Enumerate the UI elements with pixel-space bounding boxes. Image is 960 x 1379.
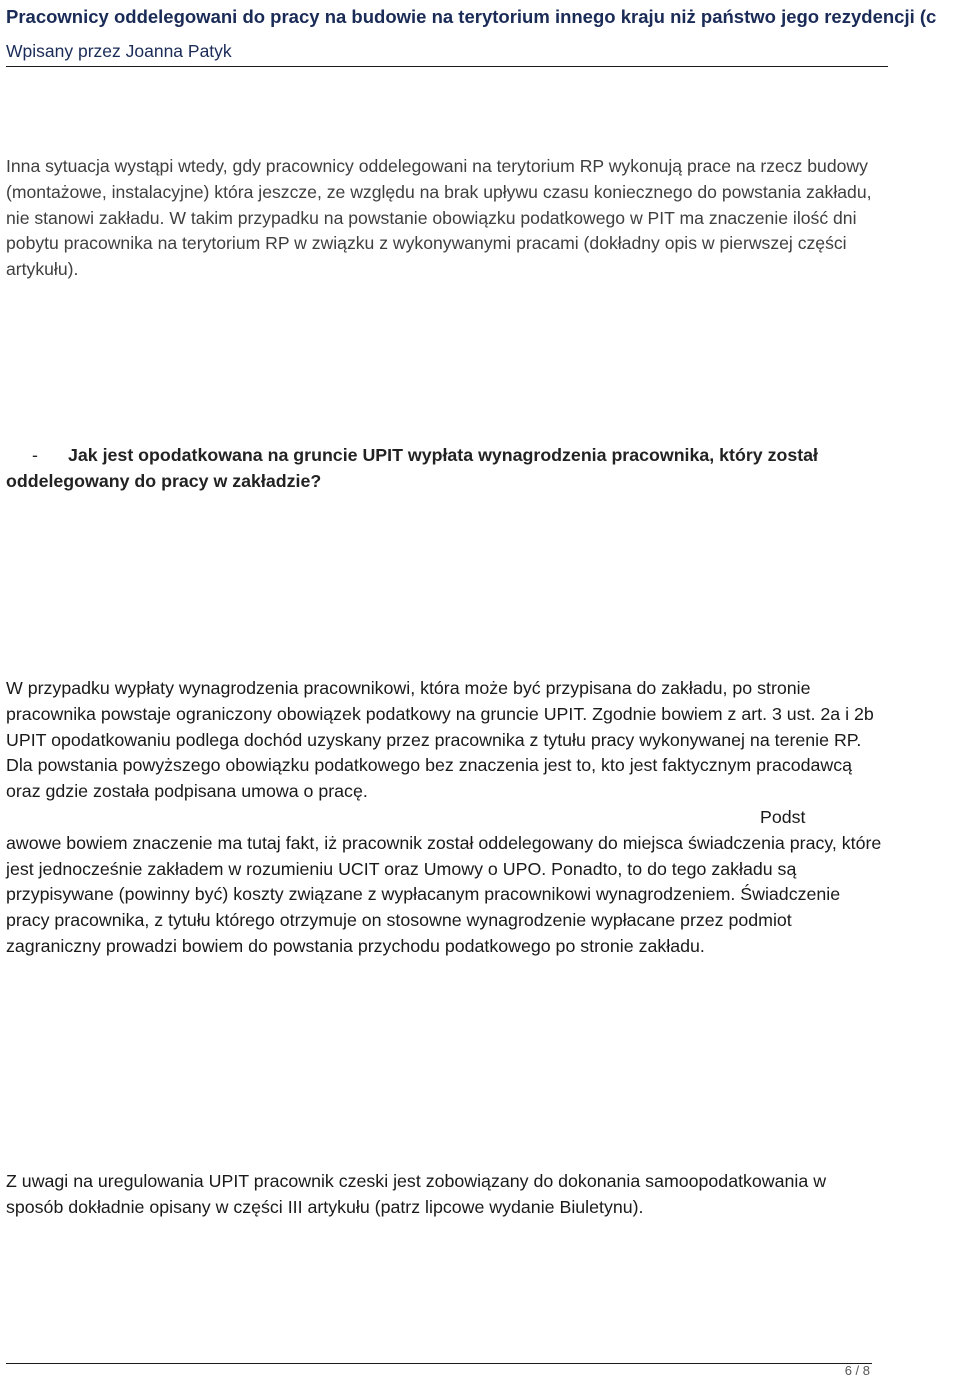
page-number: 6 / 8	[844, 1363, 870, 1378]
author-line: Wpisany przez Joanna Patyk	[6, 41, 232, 61]
paragraph-wage-taxation-part2: awowe bowiem znaczenie ma tutaj fakt, iż pracownik został oddelegowany do miejsca świadczenia pracy, które jest jednocześnie zakładem w rozumieniu UCIT oraz Umowy o UPO. Ponadto, to do tego zakładu są przypisywane (powinny być) koszty związane z wypłacanym pracownikowi wynagrodzeniem. Świadczenie pracy pracownika, z tytułu którego otrzymuje on stosowne wynagrodzenie wypłacane przez podmiot zagraniczny prowadzi bowiem do powstania przychodu podatkowego po stronie zakładu.	[6, 832, 882, 956]
question-text: Jak jest opodatkowana na gruncie UPIT wypłata wynagrodzenia pracownika, który został oddelegowany do pracy w zakładzie?	[6, 445, 818, 491]
paragraph-wage-taxation-part2-start: Podst	[760, 806, 806, 827]
paragraph-self-assessment: Z uwagi na uregulowania UPIT pracownik czeski jest zobowiązany do dokonania samoopodatkowania w sposób dokładnie opisany w części III artykułu (patrz lipcowe wydanie Biuletynu).	[6, 1171, 827, 1217]
paragraph-temporary-presence: Inna sytuacja wystąpi wtedy, gdy pracownicy oddelegowani na terytorium RP wykonują prace na rzecz budowy (montażowe, instalacyjne) która jeszcze, ze względu na brak upływu czasu koniecznego do powstania zakładu, nie stanowi zakładu. W takim przypadku na powstanie obowiązku podatkowego w PIT ma znaczenie ilość dni pobytu pracownika na terytorium RP w związku z wykonywanymi pracami (dokładny opis w pierwszej części artykułu).	[6, 156, 872, 280]
header-divider	[6, 66, 888, 67]
question-dash: -	[32, 445, 38, 465]
footer-divider	[6, 1363, 872, 1364]
page-title: Pracownicy oddelegowani do pracy na budowie na terytorium innego kraju niż państwo jego rezydencji (c	[6, 6, 937, 27]
paragraph-wage-taxation-part1: W przypadku wypłaty wynagrodzenia pracownikowi, która może być przypisana do zakładu, po stronie pracownika powstaje ograniczony obowiązek podatkowy na gruncie UPIT. Zgodnie bowiem z art. 3 ust. 2a i 2b UPIT opodatkowaniu podlega dochód uzyskany przez pracownika z tytułu pracy wykonywanej na terenie RP. Dla powstania powyższego obowiązku podatkowego bez znaczenia jest to, kto jest faktycznym pracodawcą oraz gdzie została podpisana umowa o pracę.	[6, 678, 874, 802]
paragraph-wage-taxation	[6, 676, 886, 960]
question-heading	[6, 443, 906, 495]
